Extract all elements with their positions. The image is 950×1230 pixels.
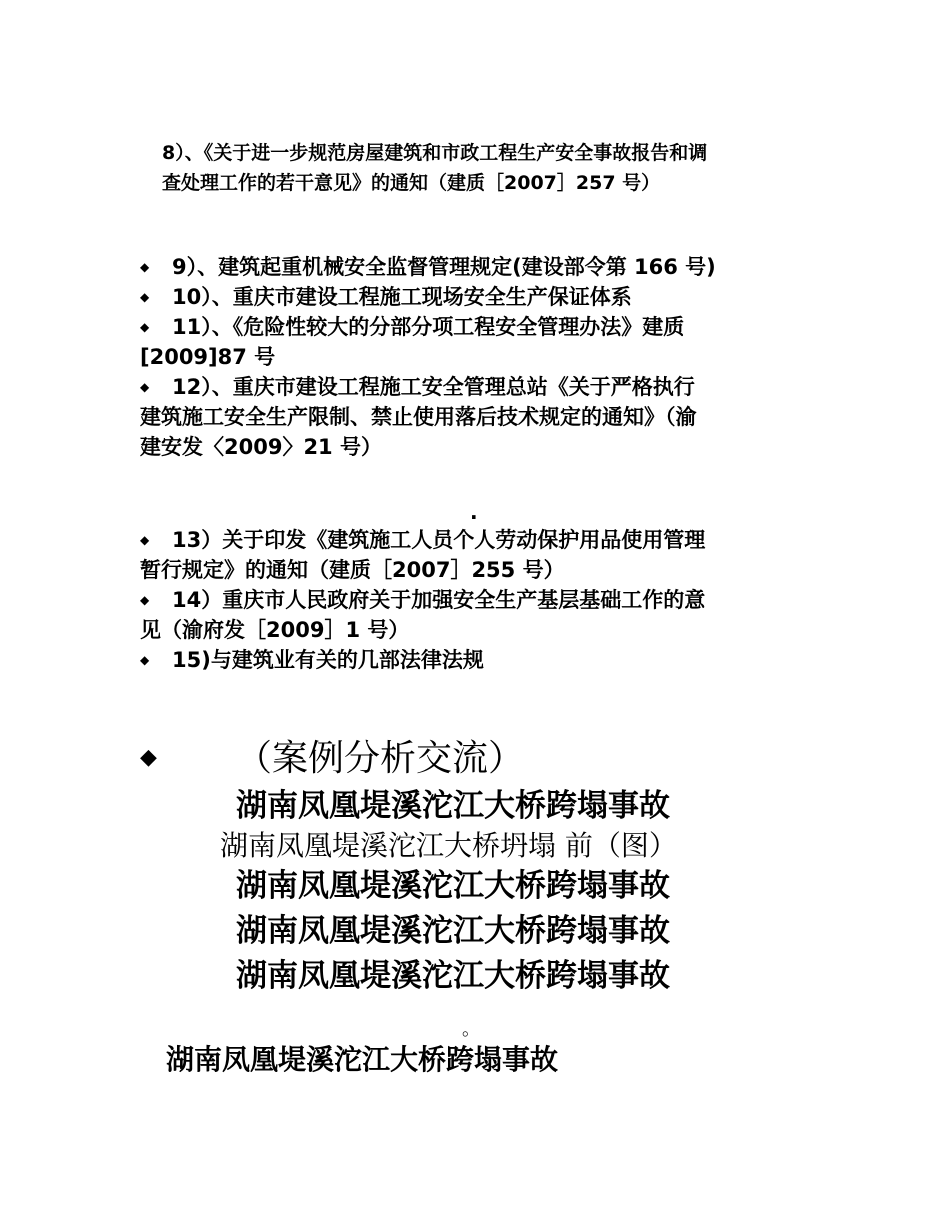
regulation-item-text: 12）、重庆市建设工程施工安全管理总站《关于严格执行 [172,375,695,399]
regulation-item-12-cont: 建筑施工安全生产限制、禁止使用落后技术规定的通知》（渝 [140,405,697,429]
case-analysis-heading-text: （案例分析交流） [236,738,525,779]
regulation-item-13-cont: 暂行规定》的通知（建质［2007］255 号） [140,558,565,582]
regulation-list-2 [140,525,820,675]
regulation-item-8 [162,138,842,198]
regulation-item-11 [140,312,820,342]
case-title-3: 湖南凤凰堤溪沱江大桥跨塌事故 [236,913,670,949]
case-title-5: 湖南凤凰堤溪沱江大桥跨塌事故 [166,1043,559,1076]
regulation-item-text: 11）、《危险性较大的分部分项工程安全管理办法》建质 [172,315,685,339]
regulation-item-12 [140,372,820,402]
diamond-bullet-icon: ◆ [140,380,150,394]
separator-dot: . [470,500,478,524]
regulation-item-10 [140,282,820,312]
regulation-item-text: 9）、建筑起重机械安全监督管理规定(建设部令第 166 号) [172,255,716,279]
diamond-bullet-icon: ◆ [140,533,150,547]
regulation-item-14 [140,585,820,615]
regulation-item-text: 10）、重庆市建设工程施工现场安全生产保证体系 [172,285,632,309]
regulation-item-8-line2: 查处理工作的若干意见》的通知（建质［2007］257 号） [162,172,661,194]
regulation-item-14-cont: 见（渝府发［2009］1 号） [140,618,410,642]
regulation-item-13 [140,525,820,555]
case-analysis-heading [140,733,524,784]
regulation-item-9 [140,252,820,282]
diamond-bullet-icon: ◆ [140,593,150,607]
regulation-item-text: 14）重庆市人民政府关于加强安全生产基层基础工作的意 [172,588,706,612]
case-title-4: 湖南凤凰堤溪沱江大桥跨塌事故 [236,958,670,994]
regulation-item-text: 13）关于印发《建筑施工人员个人劳动保护用品使用管理 [172,528,706,552]
before-collapse-caption: 湖南凤凰堤溪沱江大桥坍塌 前（图） [220,829,677,862]
regulation-item-12-cont: 建安发〈2009〉21 号） [140,435,382,459]
regulation-item-15 [140,645,820,675]
regulation-item-8-line1: 8）、《关于进一步规范房屋建筑和市政工程生产安全事故报告和调 [162,142,708,164]
diamond-bullet-icon: ◆ [140,653,150,667]
diamond-bullet-icon: ◆ [140,260,150,274]
regulation-item-text: 15)与建筑业有关的几部法律法规 [172,648,484,672]
diamond-bullet-icon: ◆ [140,290,150,304]
regulation-list-1 [140,252,820,462]
case-title-1: 湖南凤凰堤溪沱江大桥跨塌事故 [236,788,670,824]
diamond-bullet-icon: ◆ [140,745,157,770]
case-title-2: 湖南凤凰堤溪沱江大桥跨塌事故 [236,868,670,904]
regulation-item-11-cont: [2009]87 号 [140,345,276,369]
circle-mark: 。 [462,1019,480,1040]
diamond-bullet-icon: ◆ [140,320,150,334]
